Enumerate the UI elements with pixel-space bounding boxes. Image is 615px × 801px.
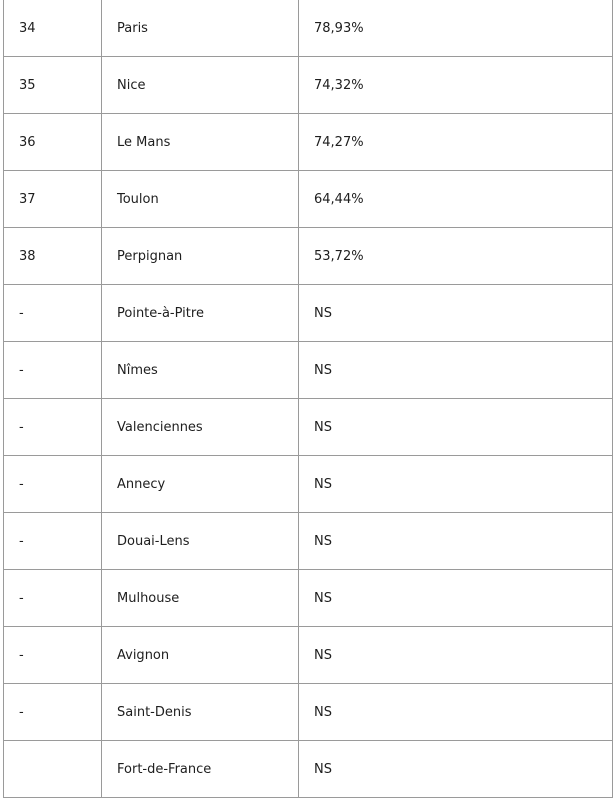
value-cell: 74,32% (299, 57, 613, 114)
value-cell: 53,72% (299, 228, 613, 285)
value-cell: NS (299, 342, 613, 399)
table-row (4, 627, 613, 684)
table-row (4, 228, 613, 285)
table-row (4, 741, 613, 798)
rank-cell: 36 (4, 114, 102, 171)
rank-cell: 34 (4, 0, 102, 57)
value-cell: NS (299, 684, 613, 741)
value-cell: NS (299, 399, 613, 456)
rank-cell: - (4, 684, 102, 741)
city-cell: Nice (102, 57, 299, 114)
value-cell: 74,27% (299, 114, 613, 171)
table-row (4, 513, 613, 570)
rank-cell: - (4, 513, 102, 570)
rank-cell: - (4, 342, 102, 399)
value-cell: NS (299, 456, 613, 513)
value-cell: 64,44% (299, 171, 613, 228)
table-row (4, 0, 613, 57)
rank-cell: - (4, 627, 102, 684)
city-cell: Valenciennes (102, 399, 299, 456)
city-cell: Fort-de-France (102, 741, 299, 798)
rank-cell: - (4, 456, 102, 513)
city-cell: Nîmes (102, 342, 299, 399)
rank-cell: - (4, 285, 102, 342)
city-cell: Annecy (102, 456, 299, 513)
rank-cell (4, 741, 102, 798)
city-cell: Douai-Lens (102, 513, 299, 570)
rank-cell: - (4, 570, 102, 627)
value-cell: NS (299, 741, 613, 798)
rank-cell: 35 (4, 57, 102, 114)
table-row (4, 57, 613, 114)
table-row (4, 171, 613, 228)
city-cell: Toulon (102, 171, 299, 228)
city-cell: Perpignan (102, 228, 299, 285)
city-cell: Paris (102, 0, 299, 57)
value-cell: 78,93% (299, 0, 613, 57)
table-row (4, 456, 613, 513)
city-cell: Mulhouse (102, 570, 299, 627)
city-cell: Pointe-à-Pitre (102, 285, 299, 342)
value-cell: NS (299, 570, 613, 627)
rank-cell: 37 (4, 171, 102, 228)
table-row (4, 342, 613, 399)
value-cell: NS (299, 627, 613, 684)
rank-cell: 38 (4, 228, 102, 285)
table-row (4, 684, 613, 741)
value-cell: NS (299, 285, 613, 342)
table-row (4, 570, 613, 627)
ranking-table (3, 0, 613, 798)
table-row (4, 114, 613, 171)
rank-cell: - (4, 399, 102, 456)
table-row (4, 399, 613, 456)
ranking-table-body (4, 0, 613, 798)
table-row (4, 285, 613, 342)
city-cell: Avignon (102, 627, 299, 684)
city-cell: Saint-Denis (102, 684, 299, 741)
value-cell: NS (299, 513, 613, 570)
city-cell: Le Mans (102, 114, 299, 171)
